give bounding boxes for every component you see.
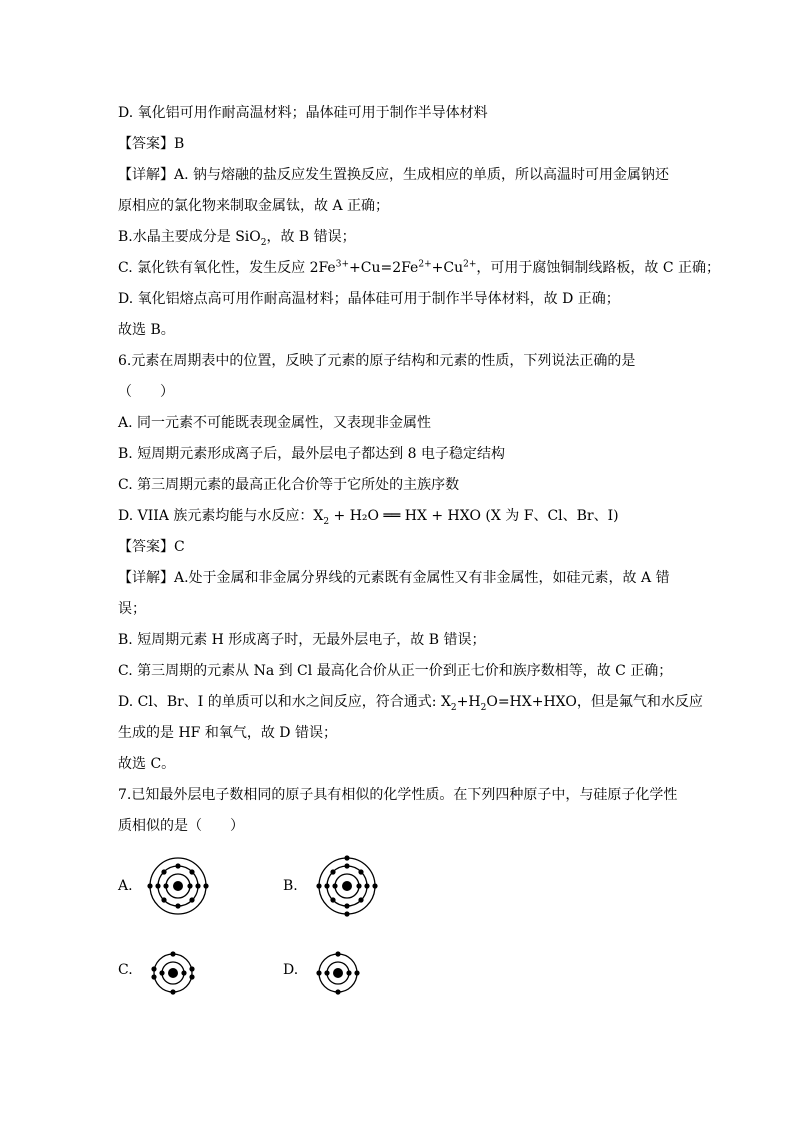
q5-explanation-a1 (118, 165, 688, 185)
q6-conclusion-text: 故选 C。 (118, 756, 176, 772)
q5-explanation-a2 (118, 196, 688, 216)
atom-diagram-b (312, 851, 382, 921)
q6-exp-b-text: B. 短周期元素 H 形成离子时，无最外层电子，故 B 错误； (118, 632, 486, 648)
q5-exp-b-post: ，故 B 错误； (266, 229, 356, 245)
q6-opt-d-post: + H₂O ══ HX + HXO (X 为 F、Cl、Br、I) (329, 508, 619, 524)
q7-stem1-text: 7.已知最外层电子数相同的原子具有相似的化学性质。在下列四种原子中，与硅原子化学性 (118, 787, 678, 803)
q6-conclusion (118, 754, 688, 774)
q7-option-c-label: C. (118, 962, 133, 978)
q7-stem2-text: 质相似的是（ ） (118, 818, 244, 834)
q5-explanation-c (118, 258, 720, 278)
q5-exp-b-pre: B.水晶主要成分是 SiO (118, 229, 261, 245)
q6-exp-a1-text: 【详解】A.处于金属和非金属分界线的元素既有金属性又有非金属性，如硅元素，故 A 错 (118, 570, 670, 586)
q6-explanation-c (118, 661, 688, 681)
q6-option-c (118, 475, 688, 495)
q5-answer-text: 【答案】B (118, 136, 185, 152)
q5-explanation-d (118, 289, 688, 309)
q6-option-a (118, 413, 688, 433)
q5-exp-c-d: ，可用于腐蚀铜制线路板，故 C 正确； (476, 260, 720, 276)
q5-explanation-b (118, 227, 688, 247)
q5-exp-c-sup2: 2+ (418, 259, 432, 270)
q5-exp-c-a: C. 氯化铁有氧化性，发生反应 2Fe (118, 260, 336, 276)
q6-exp-d2-text: 生成的是 HF 和氧气，故 D 错误； (118, 725, 337, 741)
q5-option-d-text: D. 氧化铝可用作耐高温材料；晶体硅可用于制作半导体材料 (118, 105, 488, 121)
q6-stem-text: 6.元素在周期表中的位置，反映了元素的原子结构和元素的性质，下列说法正确的是 (118, 353, 636, 369)
q7-stem-1 (118, 785, 688, 805)
q6-explanation-d2 (118, 723, 688, 743)
q6-exp-d-post: O=HX+HXO，但是氟气和水反应 (486, 694, 703, 710)
q6-option-d (118, 506, 688, 526)
q6-opt-d-pre: D. VIIA 族元素均能与水反应：X (118, 508, 324, 524)
q6-explanation-d1 (118, 692, 703, 713)
q6-exp-c-text: C. 第三周期的元素从 Na 到 Cl 最高化合价从正一价到正七价和族序数相等，故 C 正确； (118, 663, 673, 679)
q6-exp-d-pre: D. Cl、Br、I 的单质可以和水之间反应，符合通式: X (118, 694, 451, 710)
q5-exp-c-c: +Cu (431, 260, 464, 276)
atom-diagram-c (145, 945, 201, 1001)
q6-opt-d-sub: 2 (323, 516, 330, 527)
q6-answer-text: 【答案】C (118, 539, 185, 555)
q5-exp-d-text: D. 氧化铝熔点高可用作耐高温材料；晶体硅可用于制作半导体材料，故 D 正确； (118, 291, 620, 307)
q6-exp-d-mid: +H (456, 694, 481, 710)
q6-answer (118, 537, 688, 557)
q5-exp-b-sub: 2 (260, 237, 267, 248)
q7-option-b-label: B. (283, 878, 298, 894)
q6-option-b-text: B. 短周期元素形成离子后，最外层电子都达到 8 电子稳定结构 (118, 446, 505, 462)
q6-explanation-a2 (118, 599, 688, 619)
q7-option-d-label: D. (283, 962, 299, 978)
q5-answer (118, 134, 688, 154)
q5-exp-c-sup3: 2+ (463, 259, 477, 270)
q5-exp-a2-text: 原相应的氯化物来制取金属钛，故 A 正确； (118, 198, 390, 214)
q5-conclusion-text: 故选 B。 (118, 322, 175, 338)
q6-option-b (118, 444, 688, 464)
atom-diagram-d (310, 945, 366, 1001)
q6-paren-text: （ ） (118, 384, 174, 400)
atom-diagram-a (143, 851, 213, 921)
q5-option-d (118, 103, 688, 123)
q7-option-a-label: A. (118, 878, 133, 894)
q6-exp-d-sub2: 2 (480, 702, 487, 713)
q6-exp-d-sub1: 2 (450, 702, 457, 713)
q6-option-c-text: C. 第三周期元素的最高正化合价等于它所处的主族序数 (118, 477, 460, 493)
q6-stem (118, 351, 688, 371)
q6-option-a-text: A. 同一元素不可能既表现金属性，又表现非金属性 (118, 415, 432, 431)
q5-exp-a1-text: 【详解】A. 钠与熔融的盐反应发生置换反应，生成相应的单质，所以高温时可用金属钠还 (118, 167, 670, 183)
q6-exp-a2-text: 误； (118, 601, 146, 617)
q5-exp-c-sup1: 3+ (335, 259, 349, 270)
q7-stem-2 (118, 816, 688, 836)
q6-explanation-a1 (118, 568, 688, 588)
q5-exp-c-b: +Cu=2Fe (349, 260, 419, 276)
q6-explanation-b (118, 630, 688, 650)
q5-conclusion (118, 320, 688, 340)
q6-paren (118, 382, 688, 402)
